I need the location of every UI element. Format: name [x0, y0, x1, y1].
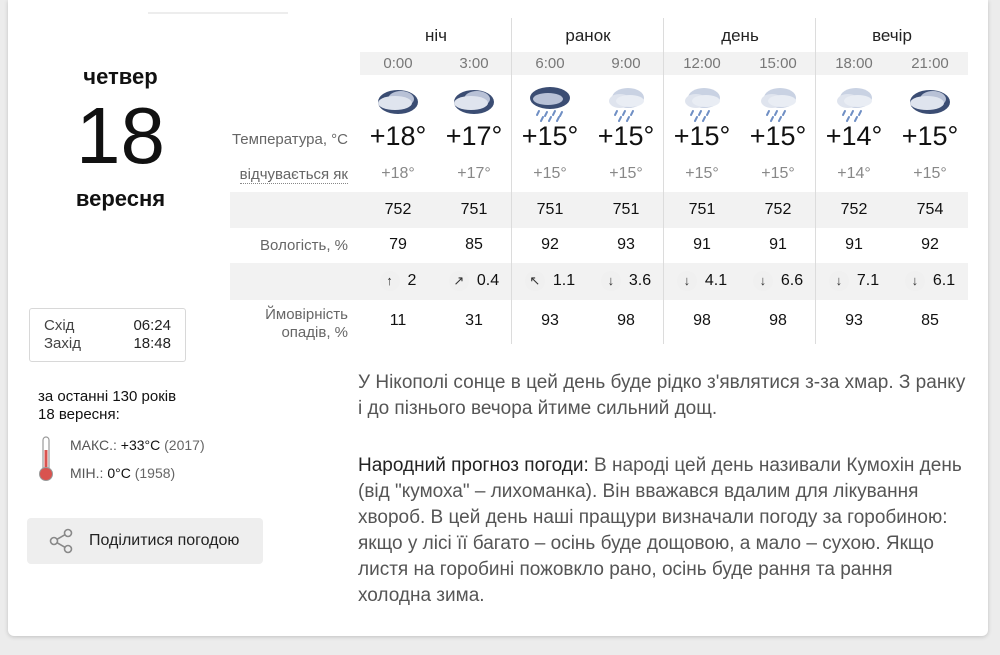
humidity-value: 79 — [389, 236, 407, 253]
pressure-value: 752 — [764, 201, 792, 218]
temperature-value: +15° — [749, 121, 807, 151]
hour-label: 12:00 — [683, 55, 721, 72]
temperature-value: +15° — [901, 121, 959, 151]
temperature-value: +15° — [597, 121, 655, 151]
period-morning: ранок — [565, 26, 611, 45]
wind-cell — [892, 271, 968, 291]
hour-label: 18:00 — [835, 55, 873, 72]
folk-forecast-title: Народний прогноз погоди: — [358, 455, 589, 476]
share-icon — [47, 527, 75, 555]
row-label-temperature: Температура, °C — [231, 131, 348, 148]
history-min-year: (1958) — [134, 465, 176, 481]
month-name: вересня — [75, 186, 166, 211]
wind-cell — [664, 271, 740, 291]
feels-like-value: +17° — [457, 165, 491, 182]
wind-cell — [360, 271, 436, 291]
day-number: 18 — [76, 91, 165, 180]
hour-label: 0:00 — [383, 55, 413, 72]
wind-speed-value: 6.6 — [780, 272, 804, 289]
folk-forecast — [358, 453, 970, 609]
feels-like-value: +15° — [533, 165, 567, 182]
wind-direction-icon: ↓ — [601, 271, 621, 291]
share-weather-button[interactable] — [27, 518, 263, 564]
period-night: ніч — [424, 26, 448, 45]
wind-speed-value: 7.1 — [856, 272, 880, 289]
hour-label: 15:00 — [759, 55, 797, 72]
wind-direction-icon: ↓ — [677, 271, 697, 291]
cloud-overcast-icon — [360, 84, 436, 123]
pressure-value: 751 — [536, 201, 564, 218]
wind-direction-icon: ↓ — [905, 271, 925, 291]
history-min — [70, 465, 175, 481]
sunset-time: 18:48 — [133, 335, 171, 352]
temperature-value: +15° — [673, 121, 731, 151]
wind-cell — [436, 271, 512, 291]
history-max-value: +33°C — [120, 437, 161, 453]
humidity-value: 91 — [845, 236, 863, 253]
humidity-value: 93 — [617, 236, 635, 253]
hour-label: 3:00 — [459, 55, 489, 72]
hour-label: 21:00 — [911, 55, 949, 72]
precip-label-line2: опадів, % — [281, 324, 348, 341]
humidity-value: 92 — [921, 236, 939, 253]
feels-like-value: +15° — [761, 165, 795, 182]
pressure-value: 751 — [460, 201, 488, 218]
history-max-label: МАКС.: — [70, 437, 117, 453]
period-day: день — [721, 26, 759, 45]
hour-label: 6:00 — [535, 55, 565, 72]
wind-direction-icon: ↓ — [829, 271, 849, 291]
weekday: четвер — [83, 64, 158, 89]
feels-like-value: +15° — [913, 165, 947, 182]
history-title — [38, 388, 176, 424]
humidity-value: 91 — [693, 236, 711, 253]
history-max — [70, 437, 205, 453]
humidity-value: 91 — [769, 236, 787, 253]
wind-speed-value: 2 — [407, 272, 417, 289]
precip-value: 11 — [389, 312, 407, 329]
temperature-value: +15° — [521, 121, 579, 151]
sunrise-label: Схід — [44, 317, 75, 334]
history-title-line1: за останні 130 років — [38, 388, 177, 405]
wind-speed-value: 6.1 — [932, 272, 956, 289]
pressure-value: 751 — [612, 201, 640, 218]
pressure-value: 751 — [688, 201, 716, 218]
history-min-value: 0°C — [107, 465, 131, 481]
precip-label-line1: Ймовірність — [265, 306, 348, 323]
thermometer-icon — [38, 436, 54, 482]
wind-direction-icon: ↖ — [525, 271, 545, 291]
pressure-value: 752 — [384, 201, 412, 218]
date-panel — [8, 0, 238, 636]
cloud-overcast-icon — [436, 84, 512, 123]
history-title-line2: 18 вересня: — [38, 406, 120, 423]
period-evening: вечір — [872, 26, 912, 45]
temperature-value: +17° — [445, 121, 503, 151]
precip-value: 98 — [617, 312, 635, 329]
cloud-overcast-icon — [892, 84, 968, 123]
precip-value: 98 — [693, 312, 711, 329]
wind-cell — [588, 271, 664, 291]
wind-cell — [740, 271, 816, 291]
wind-speed-value: 3.6 — [628, 272, 652, 289]
pressure-value: 754 — [916, 201, 944, 218]
temperature-value: +18° — [369, 121, 427, 151]
precip-value: 93 — [845, 312, 863, 329]
sunrise-time: 06:24 — [133, 317, 171, 334]
sun-times — [29, 308, 186, 362]
row-label-feels-like[interactable] — [226, 166, 348, 183]
feels-like-value: +15° — [609, 165, 643, 182]
wind-direction-icon: ↓ — [753, 271, 773, 291]
humidity-value: 85 — [465, 236, 483, 253]
weather-card — [8, 0, 988, 636]
precip-value: 98 — [769, 312, 787, 329]
day-description: У Нікополі сонце в цей день буде рідко з'являтися з-за хмар. З ранку і до пізнього вечора йтиме сильний дощ. — [358, 372, 966, 419]
feels-like-value: +18° — [381, 165, 415, 182]
row-label-precip — [226, 306, 348, 342]
wind-direction-icon: ↗ — [449, 271, 469, 291]
feels-like-value: +14° — [837, 165, 871, 182]
feels-like-link[interactable]: відчувається як — [239, 166, 348, 183]
temperature-value: +14° — [825, 121, 883, 151]
wind-direction-icon: ↑ — [380, 271, 400, 291]
wind-speed-value: 1.1 — [552, 272, 576, 289]
precip-value: 93 — [541, 312, 559, 329]
share-label: Поділитися погодою — [89, 532, 240, 549]
wind-cell — [816, 271, 892, 291]
wind-cell — [512, 271, 588, 291]
hour-label: 9:00 — [611, 55, 641, 72]
pressure-value: 752 — [840, 201, 868, 218]
folk-forecast-text: В народі цей день називали Кумохін день (від "кумоха" – лихоманка). Він вважався вдалим для лікування хвороб. В цей день наші пращури визначали погоду за горобиною: якщо у лісі її багато – осінь буде дощовою, а мало – сухою. Якщо листя на горобині пожовкло рано, осінь буде рання та рання холодна зима. — [358, 455, 962, 606]
history-min-label: МІН.: — [70, 465, 104, 481]
wind-speed-value: 0.4 — [476, 272, 500, 289]
history-max-year: (2017) — [164, 437, 205, 453]
precip-value: 85 — [921, 312, 939, 329]
sunset-label: Захід — [44, 335, 81, 352]
wind-speed-value: 4.1 — [704, 272, 728, 289]
precip-value: 31 — [465, 312, 483, 329]
feels-like-value: +15° — [685, 165, 719, 182]
row-label-humidity: Вологість, % — [260, 237, 348, 254]
humidity-value: 92 — [541, 236, 559, 253]
